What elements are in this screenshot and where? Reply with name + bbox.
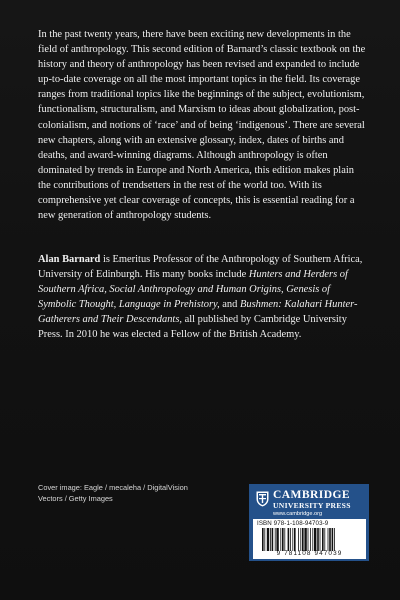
barcode-stripe [322,528,324,551]
barcode-stripe [329,528,331,551]
credit-line-2: Vectors / Getty Images [38,494,113,503]
book-titles-2: Bushmen: Kalahari Hunter-Gatherers and Their Descendants [38,299,358,326]
publisher-name: CAMBRIDGE [273,488,351,501]
author-name: Alan Barnard [38,254,101,265]
barcode-stripe [288,528,290,551]
bio-text-2: and [219,299,240,311]
barcode-stripe [292,528,293,551]
barcode-stripe [280,528,281,551]
barcode-block [253,519,366,559]
barcode-stripe [282,528,284,551]
author-biography [38,252,368,343]
barcode-stripe [290,528,291,551]
book-description: In the past twenty years, there have been exciting new developments in the field of anthropology. This second edition of Barnard’s classic textbook on the history and theory of anthropology has been revised and expanded to include up-to-date coverage on all the most important topics in the field. Its coverage ranges from traditional topics like the beginnings of the subject, evolutionism, functionalism, structuralism, and Marxism to ideas about globalization, post-colonialism, and notions of ‘race’ and of being ‘indigenous’. There are several new chapters, along with an extensive glossary, index, dates of births and deaths, and award-winning diagrams. Although anthropology is often dominated by trends in Europe and North America, this edition makes plain the contributions of trendsetters in the rest of the world too. With its comprehensive yet clear coverage of concepts, this is essential reading for a new generation of anthropology students. [38,29,366,222]
barcode-stripe [298,528,299,551]
barcode-stripe [294,528,296,551]
barcode-stripe [308,528,309,551]
barcode-stripe [284,528,285,551]
barcode-stripe [262,528,264,551]
barcode-stripe [320,528,321,551]
barcode-stripe [276,528,278,551]
barcode-stripe [267,528,269,551]
barcode-bars [262,528,358,551]
credit-line-1: Cover image: Eagle / mecaleha / DigitalVision [38,483,188,492]
bio-text-1: is Emeritus Professor of the Anthropology of Southern Africa, University of Edinburgh. His many books include [38,254,363,281]
barcode-stripe [328,528,329,551]
bio-text-3: , all published by Cambridge University Press. In 2010 he was elected a Fellow of the British Academy. [38,314,347,341]
barcode-stripe [264,528,265,551]
barcode-stripe [304,528,306,551]
barcode-digits: 9 781108 947039 [276,550,343,557]
shield-icon [256,491,269,507]
barcode-stripe [312,528,313,551]
barcode-stripe [272,528,274,551]
barcode-stripe [314,528,316,551]
barcode-stripe [324,528,325,551]
publisher-url: www.cambridge.org [273,511,323,517]
barcode-stripe [270,528,271,551]
publisher-subtitle: UNIVERSITY PRESS [273,501,351,510]
barcode-stripe [332,528,334,551]
barcode-stripe [317,528,319,551]
barcode-stripe [275,528,276,551]
barcode-stripe [310,528,311,551]
barcode-stripe [334,528,335,551]
cover-image-credit [38,482,228,504]
barcode-stripe [300,528,301,551]
barcode-stripe [302,528,304,551]
book-titles-1: Hunters and Herders of Southern Africa, Social Anthropology and Human Origins, Genesis of Symbolic Thought, Language in Prehistory, [38,269,348,311]
isbn-label: ISBN 978-1-108-94703-9 [257,520,329,527]
